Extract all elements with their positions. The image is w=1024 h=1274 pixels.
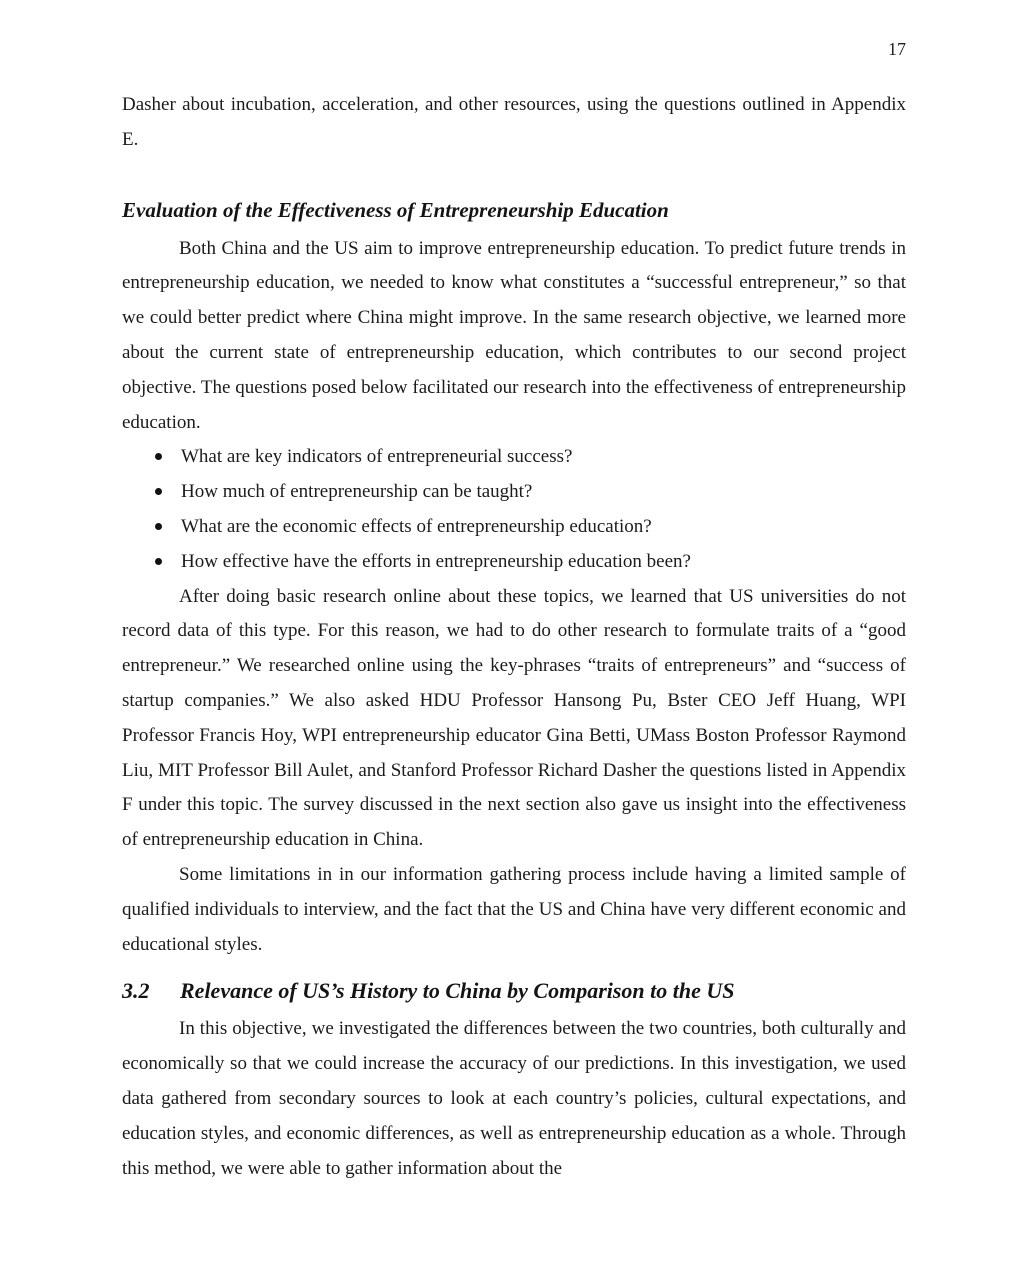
bullet-icon [155, 488, 162, 495]
bullet-text: What are the economic effects of entrepreneurship education? [181, 515, 652, 537]
evaluation-paragraph-2: After doing basic research online about these topics, we learned that US universities do not record data of this type. For this reason, we had to do other research to formulate traits of a “good entrepreneur.” We researched online using the key-phrases “traits of entrepreneurs” and “success of startup companies.” We also asked HDU Professor Hansong Pu, Bster CEO Jeff Huang, WPI Professor Francis Hoy, WPI entrepreneurship educator Gina Betti, UMass Boston Professor Raymond Liu, MIT Professor Bill Aulet, and Stanford Professor Richard Dasher the questions listed in Appendix F under this topic. The survey discussed in the next section also gave us insight into the effectiveness of entrepreneurship education in China. [122, 585, 906, 851]
relevance-section-heading [122, 976, 906, 1006]
question-bullet-list [122, 440, 906, 579]
intro-paragraph: Dasher about incubation, acceleration, and other resources, using the questions outlined in Appendix E. [122, 94, 906, 150]
bullet-text: How effective have the efforts in entrepreneurship education been? [181, 550, 691, 572]
bullet-item [122, 440, 906, 475]
bullet-text: How much of entrepreneurship can be taught? [181, 481, 533, 503]
page-content [122, 88, 906, 1186]
evaluation-section-heading: Evaluation of the Effectiveness of Entrepreneurship Education [122, 197, 669, 222]
evaluation-paragraph-1: Both China and the US aim to improve entrepreneurship education. To predict future trends in entrepreneurship education, we needed to know what constitutes a “successful entrepreneur,” so that we could better predict where China might improve. In the same research objective, we learned more about the current state of entrepreneurship education, which contributes to our second project objective. The questions posed below facilitated our research into the effectiveness of entrepreneurship education. [122, 237, 906, 433]
bullet-icon [155, 558, 162, 565]
evaluation-paragraph-3: Some limitations in in our information gathering process include having a limited sample of qualified individuals to interview, and the fact that the US and China have very different economic and educational styles. [122, 863, 906, 955]
bullet-item [122, 475, 906, 510]
bullet-item [122, 510, 906, 545]
bullet-icon [155, 523, 162, 530]
relevance-paragraph-1: In this objective, we investigated the differences between the two countries, both culturally and economically so that we could increase the accuracy of our predictions. In this investigation, we used data gathered from secondary sources to look at each country’s policies, cultural expectations, and education styles, and economic differences, as well as entrepreneurship education as a whole. Through this method, we were able to gather information about the [122, 1018, 906, 1179]
bullet-text: What are key indicators of entrepreneurial success? [181, 446, 573, 468]
section-title: Relevance of US’s History to China by Comparison to the US [180, 978, 735, 1004]
bullet-icon [155, 453, 162, 460]
bullet-item [122, 545, 906, 580]
section-number: 3.2 [122, 978, 150, 1004]
page-number: 17 [888, 39, 906, 59]
